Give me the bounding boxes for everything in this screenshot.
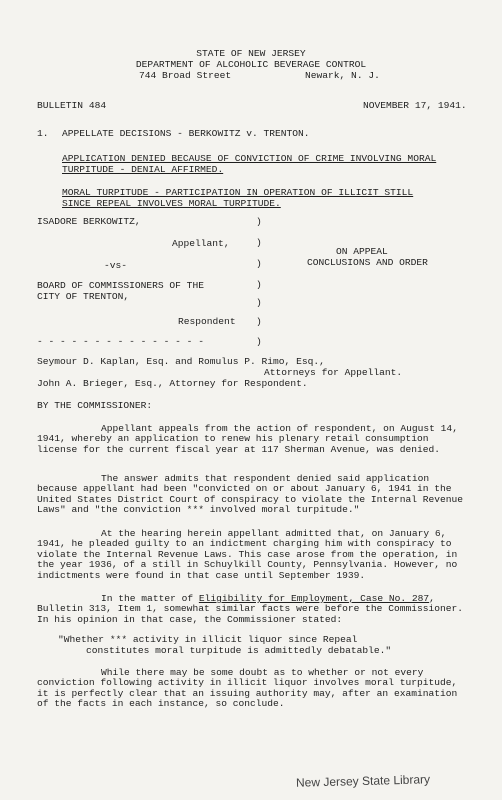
section-number: 1. xyxy=(37,128,49,139)
header-line1: STATE OF NEW JERSEY xyxy=(196,48,306,59)
counsel-line3: John A. Brieger, Esq., Attorney for Respondent. xyxy=(37,378,308,389)
caption-paren-1: ) xyxy=(256,216,262,227)
caption-appellant-name: ISADORE BERKOWITZ, xyxy=(37,216,141,227)
quote-line2: constitutes moral turpitude is admittedly debatable." xyxy=(86,645,392,656)
paragraph-3: At the hearing herein appellant admitted that, on January 6, 1941, he pleaded guilty to an indictment charging him with conspiracy to violate the Internal Revenue Laws. This case arose from the operation, in the year 1936, of a still in Schuylkill County, Pennsylvania. However, no indictments were found in that case until September 1939. xyxy=(37,528,458,581)
paragraph-5: While there may be some doubt as to whether or not every conviction following activity in illicit liquor involves moral turpitude, it is perfectly clear that an issuing authority may, after an examination of the facts in each instance, so conclude. xyxy=(37,667,458,710)
subheading-1a: APPLICATION DENIED BECAUSE OF CONVICTION OF CRIME INVOLVING MORAL xyxy=(62,153,437,164)
caption-on-appeal: ON APPEAL xyxy=(336,246,388,257)
caption-paren-6: ) xyxy=(256,316,262,327)
header-city: Newark, N. J. xyxy=(305,70,380,81)
caption-paren-5: ) xyxy=(256,297,262,308)
caption-respondent-a: BOARD OF COMMISSIONERS OF THE xyxy=(37,280,204,291)
bulletin-date: NOVEMBER 17, 1941. xyxy=(363,100,467,111)
by-the-commissioner: BY THE COMMISSIONER: xyxy=(37,400,153,411)
caption-conclusions: CONCLUSIONS AND ORDER xyxy=(307,257,428,268)
paragraph-2: The answer admits that respondent denied said application because appellant had been "convicted on or about January 6, 1941 in the United States District Court of conspiracy to violate the Internal Revenue Laws" and "the conviction *** involved moral turpitude." xyxy=(37,473,464,516)
subheading-2b: SINCE REPEAL INVOLVES MORAL TURPITUDE. xyxy=(62,198,281,209)
paragraph-4-lead: In the matter of xyxy=(101,593,199,604)
caption-paren-4: ) xyxy=(256,279,262,290)
header-address: 744 Broad Street xyxy=(139,70,232,81)
counsel-line1: Seymour D. Kaplan, Esq. and Romulus P. Rimo, Esq., xyxy=(37,356,325,367)
caption-dashes: - - - - - - - - - - - - - - - xyxy=(37,336,204,347)
caption-paren-3: ) xyxy=(256,258,262,269)
paragraph-4 xyxy=(37,594,469,625)
header-line2: DEPARTMENT OF ALCOHOLIC BEVERAGE CONTROL xyxy=(135,59,367,70)
section-title: APPELLATE DECISIONS - BERKOWITZ v. TRENTON. xyxy=(62,128,310,139)
counsel-line2: Attorneys for Appellant. xyxy=(264,367,403,378)
caption-respondent-role: Respondent xyxy=(178,316,236,327)
bulletin-number: BULLETIN 484 xyxy=(37,100,107,111)
paragraph-1: Appellant appeals from the action of respondent, on August 14, 1941, whereby an application to renew his plenary retail consumption license for the current fiscal year at 117 Sherman Avenue, was denied. xyxy=(37,423,458,455)
paragraph-4-rest: , Bulletin 313, Item 1, somewhat similar facts were before the Commissioner. In his opinion in that case, the Commissioner stated: xyxy=(37,593,464,625)
case-citation: Eligibility for Employment, Case No. 287 xyxy=(198,593,430,604)
caption-paren-7: ) xyxy=(256,336,262,347)
library-stamp: New Jersey State Library xyxy=(295,772,431,790)
caption-appellant-role: Appellant, xyxy=(172,238,230,249)
caption-vs: -vs- xyxy=(104,260,128,271)
quote-line1: "Whether *** activity in illicit liquor since Repeal xyxy=(58,634,358,645)
caption-paren-2: ) xyxy=(256,237,262,248)
subheading-2a: MORAL TURPITUDE - PARTICIPATION IN OPERATION OF ILLICIT STILL xyxy=(62,187,414,198)
caption-respondent-b: CITY OF TRENTON, xyxy=(37,291,130,302)
subheading-1b: TURPITUDE - DENIAL AFFIRMED. xyxy=(62,164,224,175)
